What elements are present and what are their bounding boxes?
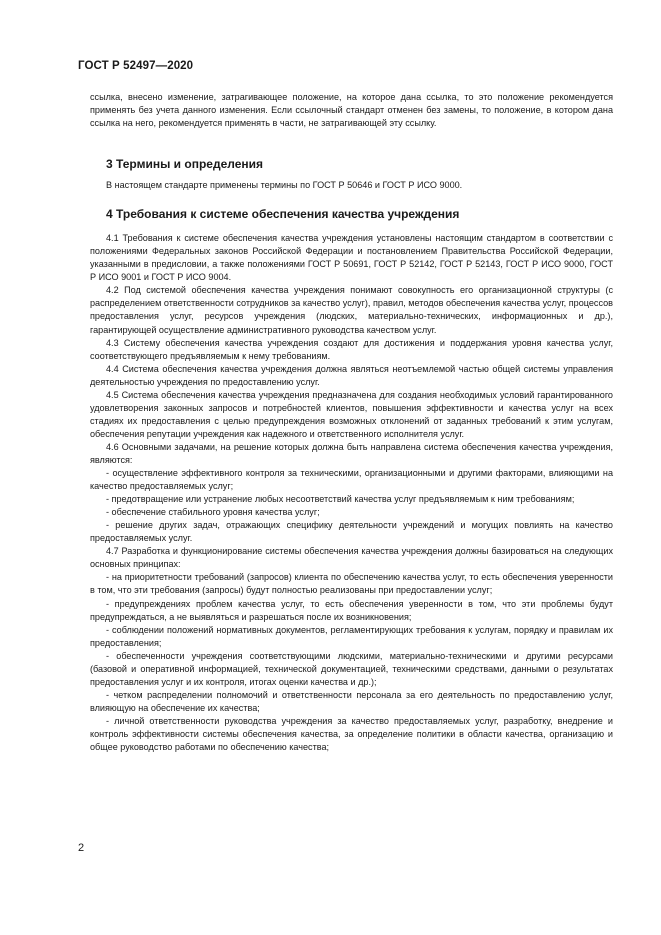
paragraph-4-7: 4.7 Разработка и функционирование системы обеспечения качества учреждения должны базироваться на следующих основных принципах: <box>90 546 613 570</box>
list-item-4-6-4: - решение других задач, отражающих специфику деятельности учреждений и могущих повлиять на качество предоставляемых услуг. <box>90 520 613 544</box>
paragraph-4-4: 4.4 Система обеспечения качества учреждения должна являться неотъемлемой частью общей системы управления деятельностью учреждения по предоставлению услуг. <box>90 363 613 387</box>
list-item-4-7-6: - личной ответственности руководства учреждения за качество предоставляемых услуг, разработку, внедрение и контроль эффективности системы обеспечения качества, за определение политики в области качества, организацию и общее руководство работами по обеспечению качества; <box>90 715 613 753</box>
list-item-4-6-3: - обеспечение стабильного уровня качества услуг; <box>106 507 320 518</box>
list-item-4-6-2: - предотвращение или устранение любых несоответствий качества услуг предъявляемым к ним требованиям; <box>106 494 575 505</box>
list-item-4-7-1: - на приоритетности требований (запросов) клиента по обеспечению качества услуг, то есть обеспечения уверенности в том, что эти требования (запросы) будут полностью реализованы при предоставлении услуг; <box>90 572 613 596</box>
list-item-4-7-3: - соблюдении положений нормативных документов, регламентирующих требования к услугам, порядку и правилам их предоставления; <box>90 624 613 648</box>
document-header: ГОСТ Р 52497—2020 <box>78 60 194 72</box>
paragraph-4-1: 4.1 Требования к системе обеспечения качества учреждения установлены настоящим стандартом в соответствии с положениями Федеральных законов Российской Федерации и постановлением Правительства Российской Федерации, указанными в предисловии, а также положениями ГОСТ Р 50691, ГОСТ Р 52142, ГОСТ Р 52143, ГОСТ Р ИСО 9000, ГОСТ Р ИСО 9001 и ГОСТ Р ИСО 9004. <box>90 233 613 283</box>
list-item-4-7-2: - предупреждениях проблем качества услуг, то есть обеспечения уверенности в том, что эти проблемы будут предупреждаться, а не выявляться и разрешаться после их возникновения; <box>90 598 613 622</box>
page-content <box>90 91 613 754</box>
list-item-4-6-1: - осуществление эффективного контроля за техническими, организационными и другими факторами, влияющими на качество предоставляемых услуг; <box>90 468 613 492</box>
section-3-body: В настоящем стандарте применены термины по ГОСТ Р 50646 и ГОСТ Р ИСО 9000. <box>106 180 463 191</box>
paragraph-4-3: 4.3 Систему обеспечения качества учреждения создают для достижения и поддержания уровня качества услуг, соответствующего предъявляемым к нему требованиям. <box>90 337 613 361</box>
section-4-title: 4 Требования к системе обеспечения качества учреждения <box>106 207 460 222</box>
list-item-4-7-4: - обеспеченности учреждения соответствующими людскими, материально-техническими и другими ресурсами (базовой и оперативной информацией, технической документацией, техническими средствами, данными о результатах предоставления услуг и их контроля, итогах оценки качества и др.); <box>90 650 613 687</box>
page-number: 2 <box>78 842 85 854</box>
paragraph-4-2: 4.2 Под системой обеспечения качества учреждения понимают совокупность его организационной структуры (с распределением ответственности сотрудников за качество услуг), правил, методов обеспечения качества услуг, процессов предоставления услуг, ресурсов учреждения (людских, материально-технических, информационных и др.), гарантирующей осуществление административного руководства качеством услуг. <box>90 285 613 335</box>
list-item-4-7-5: - четком распределении полномочий и ответственности персонала за его деятельность по предоставлению услуг, влияющую на обеспечение их качества; <box>90 689 613 713</box>
section-3-title: 3 Термины и определения <box>106 157 264 172</box>
intro-paragraph: ссылка, внесено изменение, затрагивающее положение, на которое дана ссылка, то это положение рекомендуется применять без учета данного изменения. Если ссылочный стандарт отменен без замены, то положение, в котором дана ссылка на него, рекомендуется применять в части, не затрагивающей эту ссылку. <box>90 92 613 129</box>
paragraph-4-5: 4.5 Система обеспечения качества учреждения предназначена для создания необходимых условий гарантированного удовлетворения законных запросов и потребностей клиентов, повышения эффективности и качества услуг на всех стадиях их предоставления с целью предупреждения возможных отклонений от заданных требований к этим услугам, обеспечения репутации учреждения как надежного и ответственного исполнителя услуг. <box>90 389 613 439</box>
paragraph-4-6: 4.6 Основными задачами, на решение которых должна быть направлена система обеспечения качества учреждения, являются: <box>90 441 613 465</box>
